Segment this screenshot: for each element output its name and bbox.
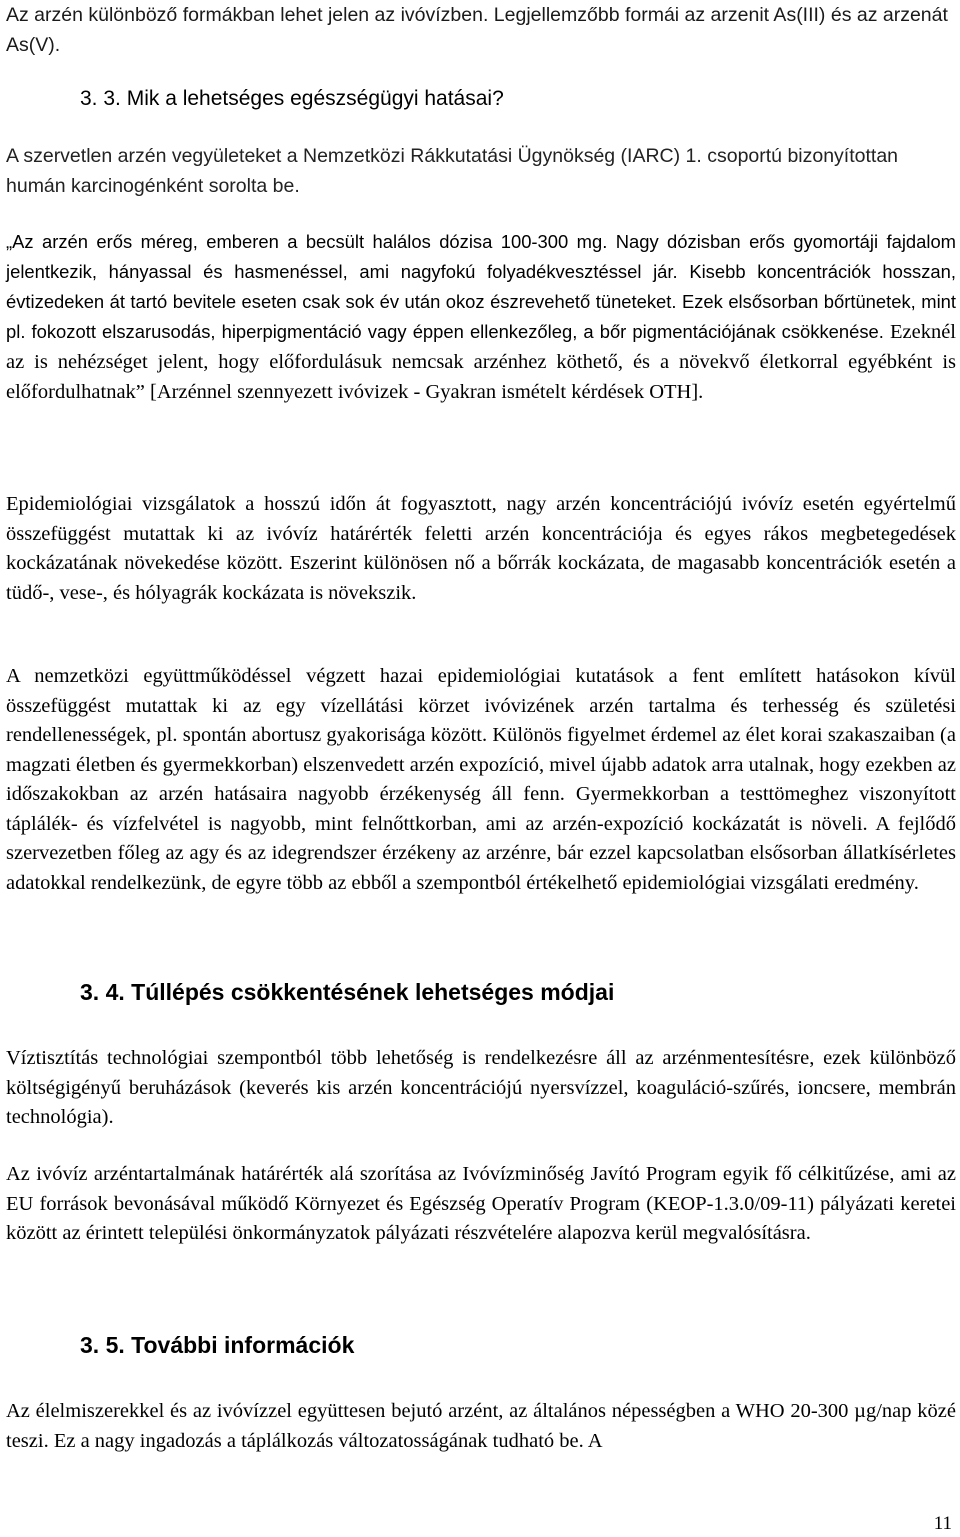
further-info-paragraph: Az élelmiszerekkel és az ivóvízzel együttesen bejutó arzént, az általános népességben a WHO 20-300 µg/nap közé teszi. Ez a nagy ingadozás a táplálkozás változatosságának tudható be. A [6, 1400, 956, 1452]
section-heading-3-5: 3. 5. További információk [80, 1332, 355, 1358]
international-research-paragraph: A nemzetközi együttműködéssel végzett hazai epidemiológiai kutatások a fent említett hatásokon kívül összefüggést mutattak ki az egy vízellátási körzet ivóvizének arzén tartalma és terhesség és születési rendellenességek, pl. spontán abortusz gyakorisága között. Különös figyelmet érdemel az élet korai szakaszaiban (a magzati életben és gyermekkorban) elszenvedett arzén expozíció, mivel újabb adatok arra utalnak, hogy ezekben az időszakokban az arzén hatásaira nagyobb érzékenység áll fenn. Gyermekkorban a testtömeghez viszonyított táplálék- és vízfelvétel is nagyobb, mint felnőttkorban, ami az arzén-expozíció kockázatát is növeli. A fejlődő szervezetben főleg az agy és az idegrendszer érzékeny az arzénre, bár ezzel kapcsolatban elsősorban állatkísérletes adatokkal rendelkezünk, de egyre több az ebből a szempontból értékelhető epidemiológiai vizsgálati eredmény. [6, 665, 956, 894]
program-paragraph: Az ivóvíz arzéntartalmának határérték alá szorítása az Ivóvízminőség Javító Program egyik fő célkitűzése, ami az EU források bevonásával működő Környezet és Egészség Operatív Program (KEOP-1.3.0/09-11) pályázati keretei között az érintett települési önkormányzatok pályázati részvételére alapozva kerül megvalósításra. [6, 1163, 956, 1244]
section-heading-3-4: 3. 4. Túllépés csökkentésének lehetséges módjai [80, 979, 615, 1005]
water-treatment-paragraph: Víztisztítás technológiai szempontból több lehetőség is rendelkezésre áll az arzénmentesítésre, ezek különböző költségigényű beruházások (keverés kis arzén koncentrációjú nyersvízzel, koaguláció-szűrés, ioncsere, membrán technológia). [6, 1047, 956, 1128]
page-number: 11 [933, 1513, 952, 1534]
quote-serif-text: Ezeknél az is nehézséget jelent, hogy előfordulásuk nemcsak arzénhez köthető, és a növekvő életkorral egyébként is előfordulhatnak” [Arzénnel szennyezett ivóvizek - Gyakran ismételt kérdések OTH]. [6, 321, 957, 403]
epidemiology-paragraph: Epidemiológiai vizsgálatok a hosszú időn át fogyasztott, nagy arzén koncentrációjú ivóvíz esetén egyértelmű összefüggést mutattak ki az ivóvíz határérték feletti arzén koncentrációja és egyes rákos megbetegedések kockázatának növekedése között. Eszerint különösen nő a bőrrák kockázata, de magasabb koncentrációk esetén a tüdő-, vese-, és hólyagrák kockázata is növekszik. [6, 493, 956, 604]
intro-paragraph: Az arzén különböző formákban lehet jelen az ivóvízben. Legjellemzőbb formái az arzenit As(III) és az arzenát As(V). [6, 4, 948, 56]
section-heading-3-3: 3. 3. Mik a lehetséges egészségügyi hatásai? [80, 87, 504, 110]
quote-sans-text: „Az arzén erős méreg, emberen a becsült halálos dózisa 100-300 mg. Nagy dózisban erős gyomortáji fajdalom jelentkezik, hányassal és hasmenéssel, ami nagyfokú folyadékvesztéssel jár. Kisebb koncentrációk hosszan, évtizedeken át tartó bevitele eseten csak sok év után okoz észrevehető tüneteket. Ezek elsősorban bőrtünetek, mint pl. fokozott elszarusodás, hiperpigmentáció vagy éppen ellenkezőleg, a bőr pigmentációjának csökkenése. [6, 231, 956, 342]
iarc-paragraph: A szervetlen arzén vegyületeket a Nemzetközi Rákkutatási Ügynökség (IARC) 1. csoportú bizonyítottan humán karcinogénként sorolta be. [6, 145, 899, 197]
quote-paragraph [6, 227, 956, 407]
